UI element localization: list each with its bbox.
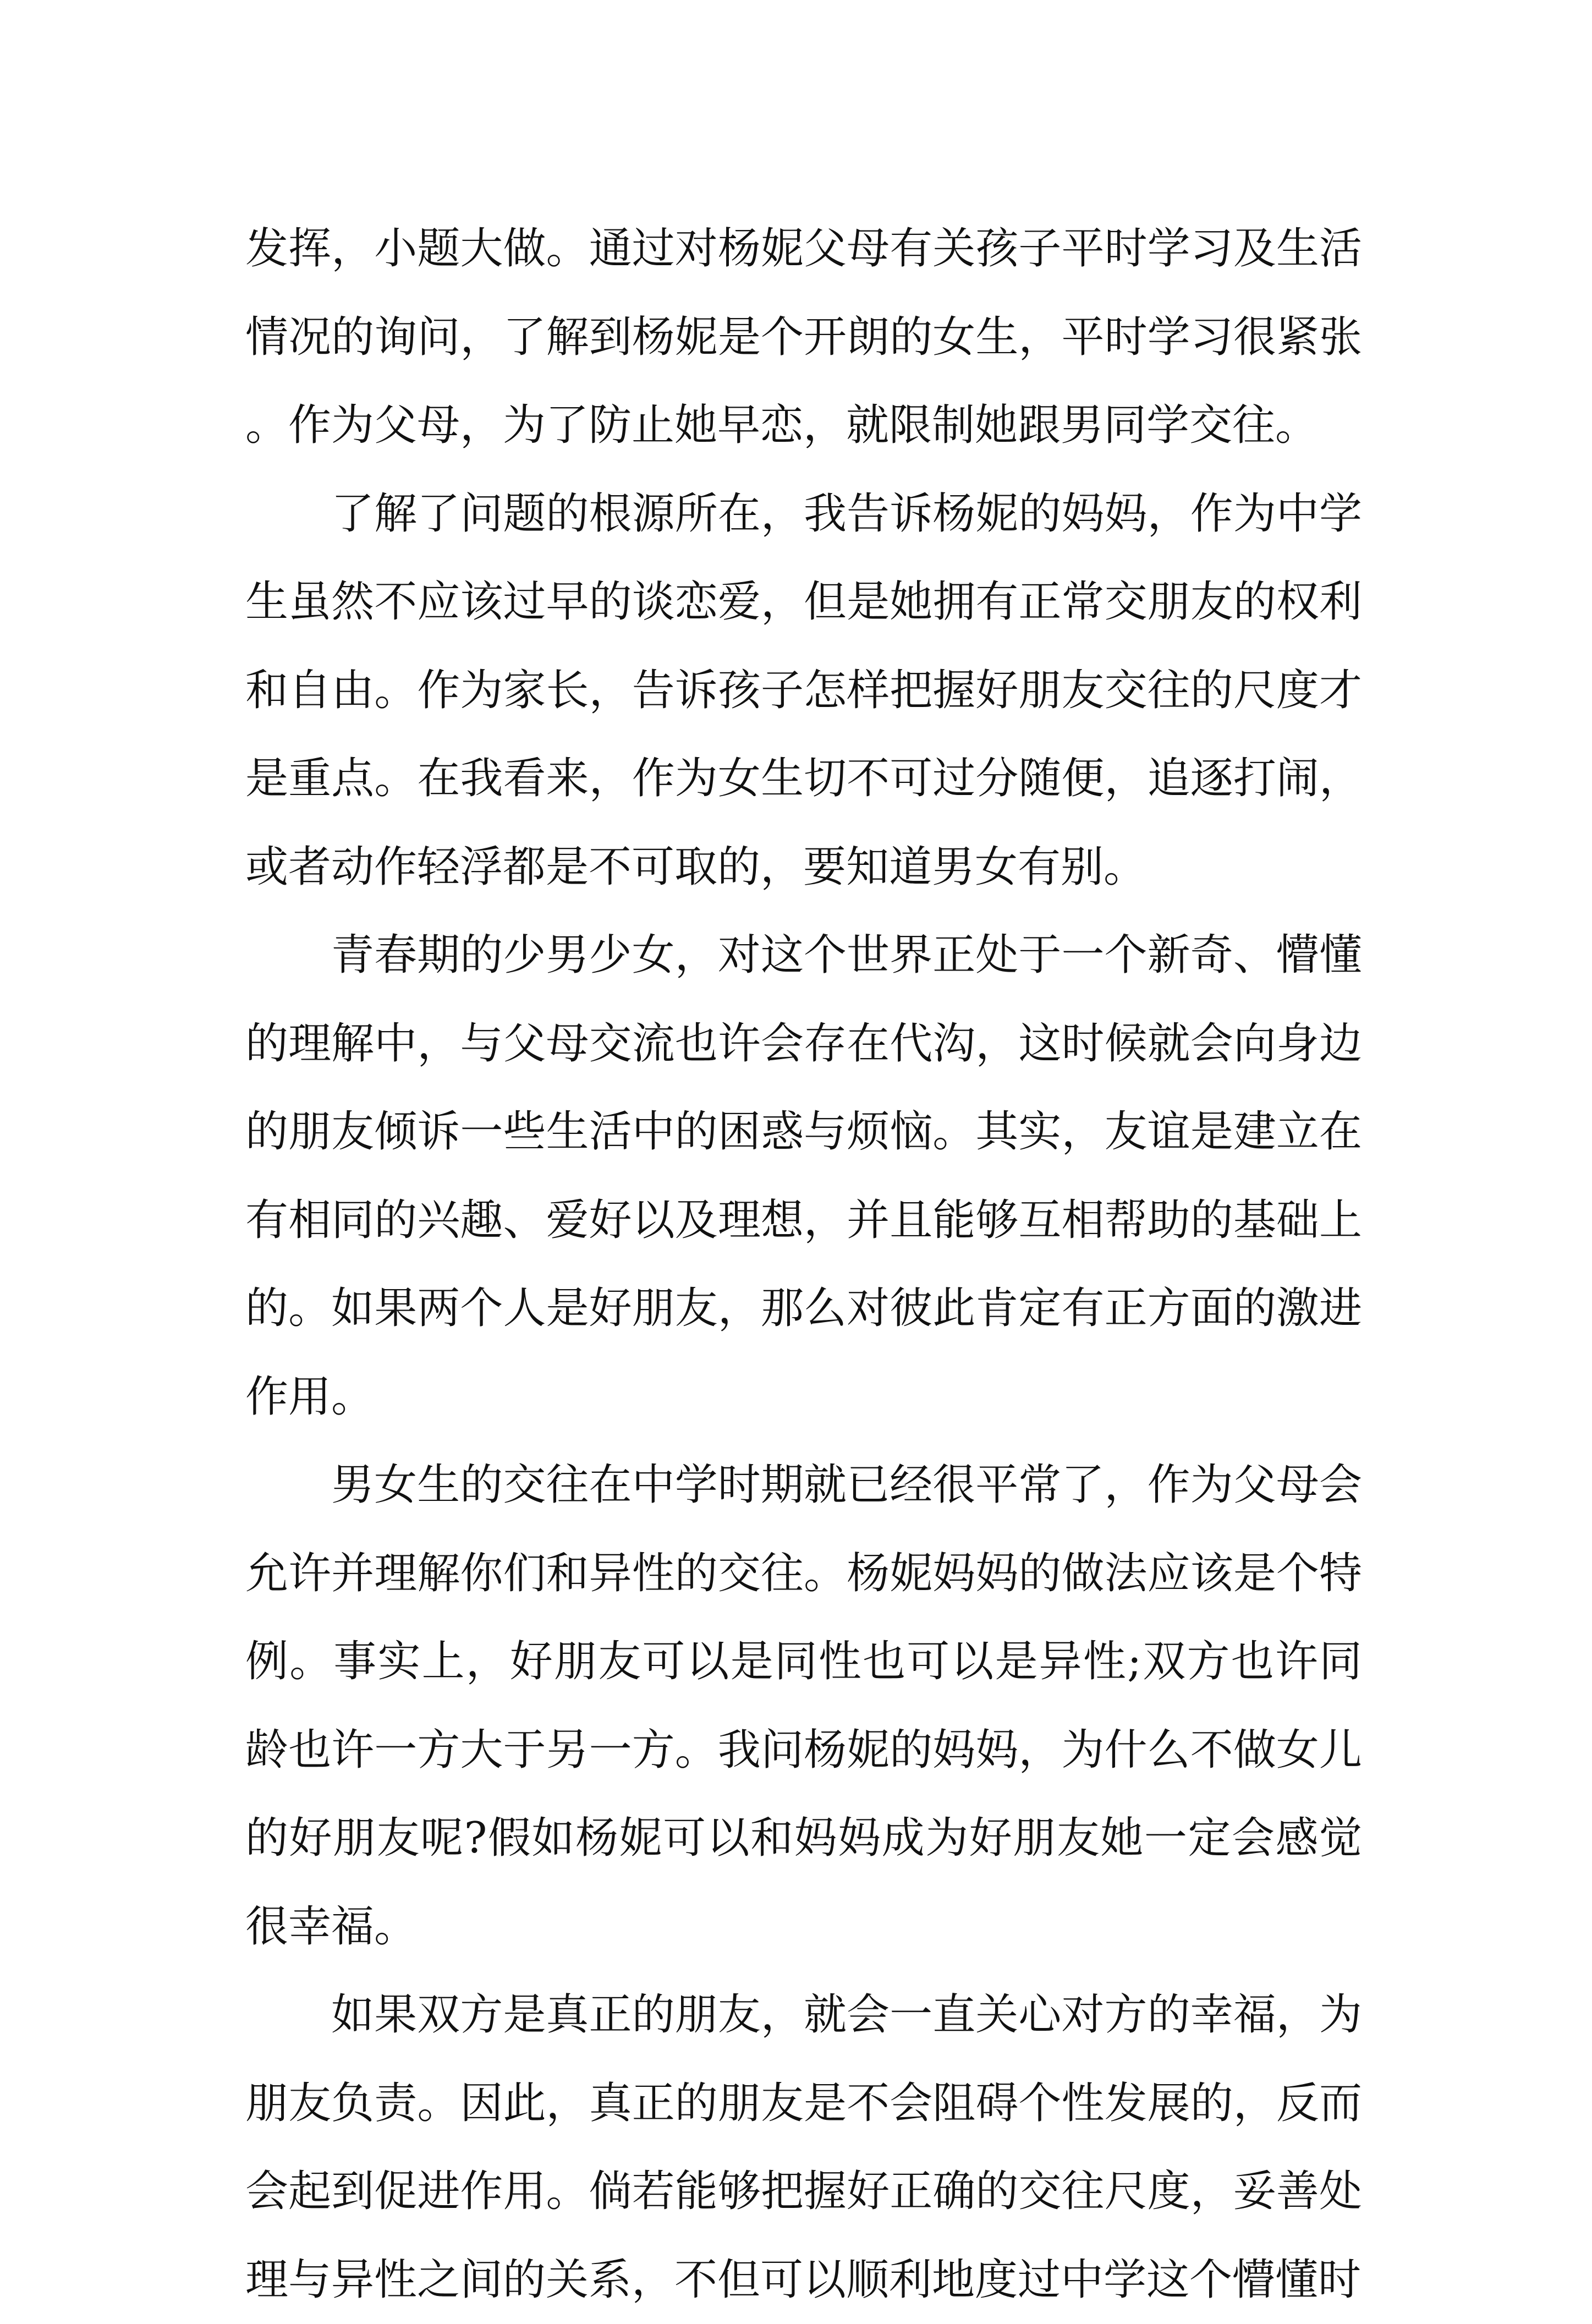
paragraph-3: 青春期的少男少女，对这个世界正处于一个新奇、懵懂的理解中，与父母交流也许会存在代沟，这时候就会向身边的朋友倾诉一些生活中的困惑与烦恼。其实，友谊是建立在有相同的兴趣、爱好以及理想，并且能够互相帮助的基础上的。如果两个人是好朋友，那么对彼此肯定有正方面的激进作用。 xyxy=(245,930,1362,1422)
document-body xyxy=(245,205,1362,2324)
paragraph-4: 男女生的交往在中学时期就已经很平常了，作为父母会允许并理解你们和异性的交往。杨妮妈妈的做法应该是个特例。事实上，好朋友可以是同性也可以是异性;双方也许同龄也许一方大于另一方。我问杨妮的妈妈，为什么不做女儿的好朋友呢?假如杨妮可以和妈妈成为好朋友她一定会感觉很幸福。 xyxy=(245,1460,1362,1952)
paragraph-5: 如果双方是真正的朋友，就会一直关心对方的幸福，为朋友负责。因此，真正的朋友是不会阻碍个性发展的，反而会起到促进作用。倘若能够把握好正确的交往尺度，妥善处理与异性之间的关系，不但可以顺利地度过中学这个懵懂时 xyxy=(245,1990,1362,2305)
paragraph-2: 了解了问题的根源所在，我告诉杨妮的妈妈，作为中学生虽然不应该过早的谈恋爱，但是她拥有正常交朋友的权利和自由。作为家长，告诉孩子怎样把握好朋友交往的尺度才是重点。在我看来，作为女生切不可过分随便，追逐打闹，或者动作轻浮都是不可取的，要知道男女有别。 xyxy=(245,489,1362,892)
paragraph-1: 发挥，小题大做。通过对杨妮父母有关孩子平时学习及生活情况的询问，了解到杨妮是个开朗的女生，平时学习很紧张。作为父母，为了防止她早恋，就限制她跟男同学交往。 xyxy=(245,224,1362,450)
